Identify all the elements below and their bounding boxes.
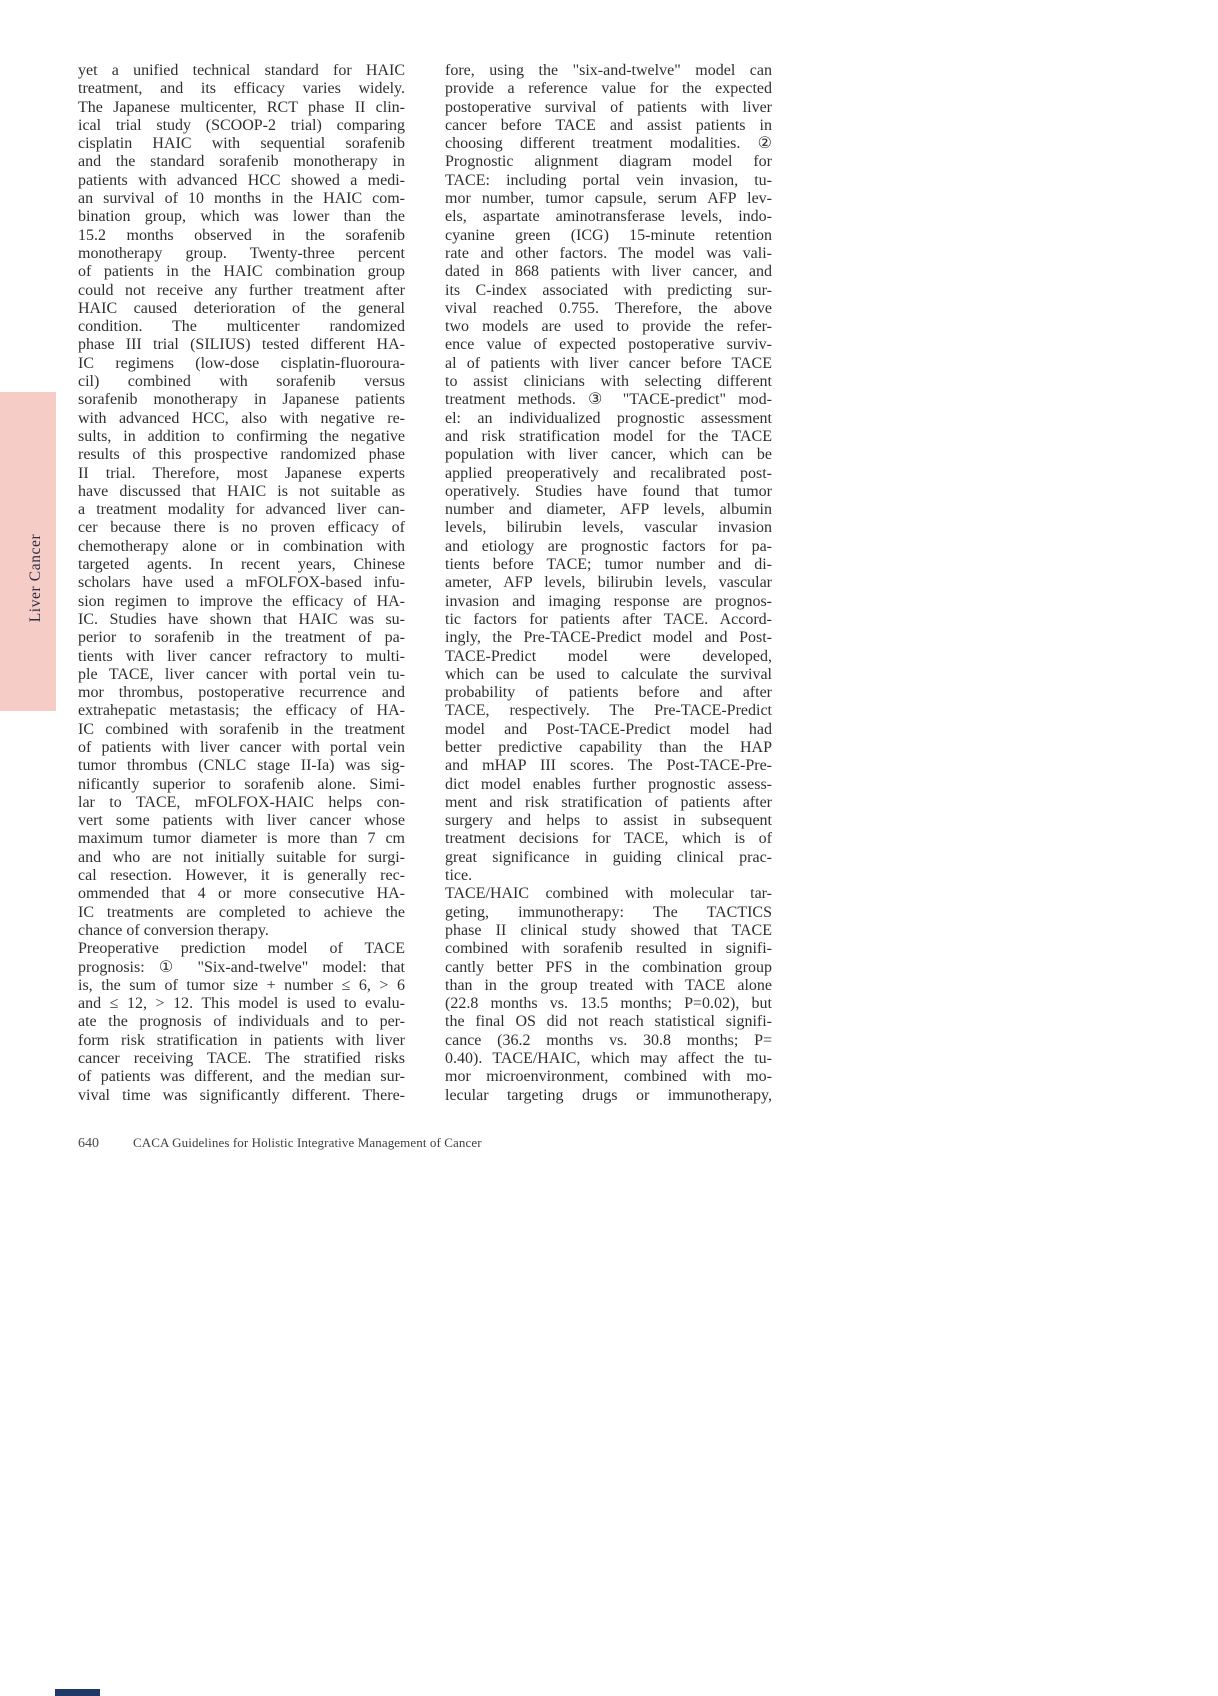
text-line: ence value of expected postoperative surviv-: [445, 336, 772, 354]
text-line: population with liver cancer, which can be: [445, 446, 772, 464]
text-line: operatively. Studies have found that tumor: [445, 482, 772, 500]
text-line: ommended that 4 or more consecutive HA-: [78, 885, 405, 903]
text-line: provide a reference value for the expected: [445, 80, 772, 98]
text-line: tients before TACE; tumor number and di-: [445, 556, 772, 574]
text-line: TACE, respectively. The Pre-TACE-Predict: [445, 702, 772, 720]
text-line: The Japanese multicenter, RCT phase II clin-: [78, 98, 405, 116]
text-line: treatment methods. ③ "TACE-predict" mod-: [445, 391, 772, 409]
text-line: ameter, AFP levels, bilirubin levels, vascular: [445, 574, 772, 592]
text-line: ingly, the Pre-TACE-Predict model and Post-: [445, 629, 772, 647]
text-line: and ≤ 12, > 12. This model is used to evalu-: [78, 995, 405, 1013]
text-line: cal resection. However, it is generally rec-: [78, 867, 405, 885]
text-line: mor microenvironment, combined with mo-: [445, 1068, 772, 1086]
text-line: 15.2 months observed in the sorafenib: [78, 226, 405, 244]
text-line: is, the sum of tumor size + number ≤ 6, > 6: [78, 976, 405, 994]
text-line: yet a unified technical standard for HAIC: [78, 62, 405, 79]
text-line: the final OS did not reach statistical signifi-: [445, 1013, 772, 1031]
text-line: fore, using the "six-and-twelve" model can: [445, 62, 772, 79]
page-bottom-accent-bar: [55, 1689, 100, 1696]
text-line: els, aspartate aminotransferase levels, indo-: [445, 208, 772, 226]
text-line: cer because there is no proven efficacy of: [78, 519, 405, 537]
text-line: phase II clinical study showed that TACE: [445, 921, 772, 939]
text-line: II trial. Therefore, most Japanese experts: [78, 464, 405, 482]
text-line: combined with sorafenib resulted in signifi-: [445, 940, 772, 958]
text-line: and who are not initially suitable for surgi-: [78, 848, 405, 866]
text-line: TACE/HAIC combined with molecular tar-: [445, 885, 772, 903]
text-line: postoperative survival of patients with liver: [445, 98, 772, 116]
footer-journal-title: CACA Guidelines for Holistic Integrative Management of Cancer: [133, 1135, 482, 1150]
text-line: Prognostic alignment diagram model for: [445, 153, 772, 171]
text-line: to assist clinicians with selecting different: [445, 373, 772, 391]
page-number: 640: [78, 1136, 99, 1151]
text-line: TACE: including portal vein invasion, tu-: [445, 171, 772, 189]
text-line: cantly better PFS in the combination group: [445, 958, 772, 976]
text-line: treatment, and its efficacy varies widely.: [78, 80, 405, 98]
text-line: patients with advanced HCC showed a medi-: [78, 171, 405, 189]
text-line: geting, immunotherapy: The TACTICS: [445, 903, 772, 921]
text-line: levels, bilirubin levels, vascular invasion: [445, 519, 772, 537]
text-line: al of patients with liver cancer before TACE: [445, 354, 772, 372]
text-line: mor thrombus, postoperative recurrence and: [78, 684, 405, 702]
text-line: of patients in the HAIC combination group: [78, 263, 405, 281]
text-line: which can be used to calculate the survival: [445, 665, 772, 683]
text-line: scholars have used a mFOLFOX-based infu-: [78, 574, 405, 592]
text-line: lar to TACE, mFOLFOX-HAIC helps con-: [78, 793, 405, 811]
text-line: and mHAP III scores. The Post-TACE-Pre-: [445, 757, 772, 775]
text-line: monotherapy group. Twenty-three percent: [78, 244, 405, 262]
text-line: extrahepatic metastasis; the efficacy of HA-: [78, 702, 405, 720]
text-line: ate the prognosis of individuals and to per-: [78, 1013, 405, 1031]
text-line: model and Post-TACE-Predict model had: [445, 720, 772, 738]
text-line: condition. The multicenter randomized: [78, 318, 405, 336]
text-line: applied preoperatively and recalibrated post-: [445, 464, 772, 482]
text-line: cancer receiving TACE. The stratified risks: [78, 1050, 405, 1068]
text-line: maximum tumor diameter is more than 7 cm: [78, 830, 405, 848]
text-line: HAIC caused deterioration of the general: [78, 299, 405, 317]
text-line: two models are used to provide the refer-: [445, 318, 772, 336]
text-line: ment and risk stratification of patients after: [445, 793, 772, 811]
text-line: sults, in addition to confirming the negative: [78, 427, 405, 445]
text-line: have discussed that HAIC is not suitable as: [78, 482, 405, 500]
text-line: dated in 868 patients with liver cancer, and: [445, 263, 772, 281]
text-line: with advanced HCC, also with negative re-: [78, 409, 405, 427]
text-line: nificantly superior to sorafenib alone. Simi-: [78, 775, 405, 793]
text-line: choosing different treatment modalities. ②: [445, 135, 772, 153]
text-line: rate and other factors. The model was vali-: [445, 244, 772, 262]
text-line: cil) combined with sorafenib versus: [78, 373, 405, 391]
text-line: sorafenib monotherapy in Japanese patients: [78, 391, 405, 409]
text-line: surgery and helps to assist in subsequent: [445, 812, 772, 830]
text-line: and etiology are prognostic factors for pa-: [445, 537, 772, 555]
text-line: cisplatin HAIC with sequential sorafenib: [78, 135, 405, 153]
text-line: targeted agents. In recent years, Chinese: [78, 556, 405, 574]
text-line: cancer before TACE and assist patients in: [445, 116, 772, 134]
chapter-tab-label: Liver Cancer: [27, 533, 44, 623]
text-line: and risk stratification model for the TACE: [445, 427, 772, 445]
text-line: of patients with liver cancer with portal vein: [78, 738, 405, 756]
text-line: mor number, tumor capsule, serum AFP lev-: [445, 190, 772, 208]
text-line: IC combined with sorafenib in the treatment: [78, 720, 405, 738]
text-line: vert some patients with liver cancer whose: [78, 812, 405, 830]
text-line: invasion and imaging response are prognos-: [445, 592, 772, 610]
text-line: ical trial study (SCOOP-2 trial) comparing: [78, 116, 405, 134]
text-line: phase III trial (SILIUS) tested different HA-: [78, 336, 405, 354]
text-line: a treatment modality for advanced liver can-: [78, 501, 405, 519]
text-line: tice.: [445, 867, 473, 885]
text-line: its C-index associated with predicting sur-: [445, 281, 772, 299]
text-line: dict model enables further prognostic assess-: [445, 775, 772, 793]
text-line: prognosis: ① "Six-and-twelve" model: that: [78, 958, 405, 976]
text-line: great significance in guiding clinical prac-: [445, 848, 772, 866]
text-line: form risk stratification in patients with liver: [78, 1031, 405, 1049]
text-line: el: an individualized prognostic assessment: [445, 409, 772, 427]
text-line: perior to sorafenib in the treatment of pa-: [78, 629, 405, 647]
text-line: and the standard sorafenib monotherapy in: [78, 153, 405, 171]
text-line: cance (36.2 months vs. 30.8 months; P=: [445, 1031, 772, 1049]
text-line: number and diameter, AFP levels, albumin: [445, 501, 772, 519]
text-line: tumor thrombus (CNLC stage II-Ia) was sig-: [78, 757, 405, 775]
text-line: tients with liver cancer refractory to multi-: [78, 647, 405, 665]
text-line: Preoperative prediction model of TACE: [78, 940, 405, 958]
text-line: vival reached 0.755. Therefore, the above: [445, 299, 772, 317]
text-line: bination group, which was lower than the: [78, 208, 405, 226]
text-line: an survival of 10 months in the HAIC com-: [78, 190, 405, 208]
text-line: IC. Studies have shown that HAIC was su-: [78, 610, 405, 628]
text-line: better predictive capability than the HAP: [445, 738, 772, 756]
text-column-right: [445, 62, 772, 1105]
text-line: tic factors for patients after TACE. Accord-: [445, 610, 772, 628]
text-line: IC regimens (low-dose cisplatin-fluoroura-: [78, 354, 405, 372]
text-line: chemotherapy alone or in combination with: [78, 537, 405, 555]
text-line: cyanine green (ICG) 15-minute retention: [445, 226, 772, 244]
text-line: sion regimen to improve the efficacy of HA-: [78, 592, 405, 610]
text-line: results of this prospective randomized phase: [78, 446, 405, 464]
text-line: lecular targeting drugs or immunotherapy,: [445, 1086, 772, 1104]
text-line: TACE-Predict model were developed,: [445, 647, 772, 665]
text-line: than in the group treated with TACE alone: [445, 976, 772, 994]
text-line: IC treatments are completed to achieve the: [78, 903, 405, 921]
text-line: probability of patients before and after: [445, 684, 772, 702]
text-line: 0.40). TACE/HAIC, which may affect the tu-: [445, 1050, 772, 1068]
text-line: chance of conversion therapy.: [78, 921, 269, 939]
text-line: of patients was different, and the median sur-: [78, 1068, 405, 1086]
text-column-left: [78, 62, 405, 1105]
text-line: vival time was significantly different. There-: [78, 1086, 405, 1104]
text-line: ple TACE, liver cancer with portal vein tu-: [78, 665, 405, 683]
page-footer: [78, 1135, 482, 1152]
text-line: (22.8 months vs. 13.5 months; P=0.02), but: [445, 995, 772, 1013]
text-line: could not receive any further treatment after: [78, 281, 405, 299]
text-line: treatment decisions for TACE, which is of: [445, 830, 772, 848]
